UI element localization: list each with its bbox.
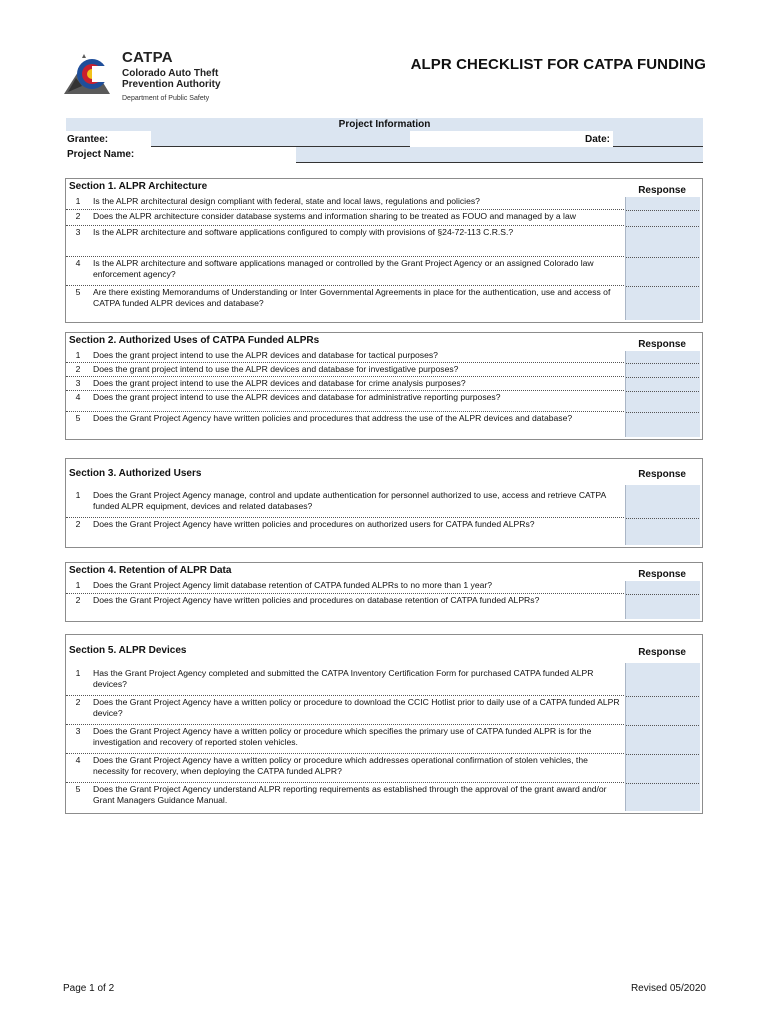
- question-text: Does the grant project intend to use the ALPR devices and database for tactical purposes?: [93, 350, 438, 360]
- question-text: Is the ALPR architecture and software applications managed or controlled by the Grant Project Agency or an assigned Colorado law enforcement agency?: [93, 258, 594, 279]
- question-row: [66, 594, 624, 620]
- question-number: 4: [75, 258, 81, 268]
- response-field[interactable]: [626, 226, 699, 258]
- logo-line2: Prevention Authority: [122, 79, 221, 90]
- question-number: 1: [75, 668, 81, 678]
- question-text: Does the Grant Project Agency have written policies and procedures on authorized users for CATPA funded ALPRs?: [93, 519, 535, 529]
- question-number: 2: [75, 211, 81, 221]
- project-info-title: Project Information: [338, 119, 431, 130]
- question-number: 4: [75, 755, 81, 765]
- grantee-field[interactable]: [151, 131, 410, 147]
- question-text: Does the ALPR architecture consider database systems and information sharing to be treated as FOUO and managed by a law: [93, 211, 576, 221]
- response-field[interactable]: [626, 667, 699, 697]
- question-row: [66, 210, 624, 226]
- response-header: Response: [638, 569, 686, 580]
- section-title: Section 2. Authorized Uses of CATPA Funded ALPRs: [69, 335, 320, 346]
- response-field[interactable]: [626, 391, 699, 413]
- section-title: Section 5. ALPR Devices: [69, 645, 187, 656]
- question-text: Has the Grant Project Agency completed and submitted the CATPA Inventory Certification Form for purchased CATPA funded ALPR devices?: [93, 668, 594, 689]
- section-title: Section 3. Authorized Users: [69, 468, 202, 479]
- response-field[interactable]: [626, 412, 699, 439]
- question-number: 1: [75, 490, 81, 500]
- question-row: [66, 363, 624, 377]
- response-field[interactable]: [626, 377, 699, 392]
- question-row: [66, 257, 624, 286]
- response-field[interactable]: [626, 257, 699, 287]
- grantee-label: Grantee:: [67, 134, 109, 145]
- question-text: Does the Grant Project Agency have a written policy or procedure to download the CCIC Hotlist prior to daily use of a CATPA funded ALPR device?: [93, 697, 620, 718]
- question-number: 3: [75, 726, 81, 736]
- question-number: 1: [75, 350, 81, 360]
- question-text: Are there existing Memorandums of Understanding or Inter Governmental Agreements in place for the authentication, use and access of CATPA funded ALPR devices and database?: [93, 287, 611, 308]
- section-title: Section 1. ALPR Architecture: [69, 181, 208, 192]
- question-text: Does the grant project intend to use the ALPR devices and database for investigative purposes?: [93, 364, 459, 374]
- question-row: [66, 195, 624, 210]
- question-text: Is the ALPR architectural design compliant with federal, state and local laws, regulations and policies?: [93, 196, 480, 206]
- response-field[interactable]: [626, 518, 699, 546]
- date-field[interactable]: [613, 131, 703, 147]
- page-number: Page 1 of 2: [63, 983, 115, 994]
- revision-date: Revised 05/2020: [630, 983, 706, 994]
- question-row: [66, 349, 624, 363]
- question-row: [66, 696, 624, 725]
- question-row: [66, 754, 624, 783]
- question-number: 2: [75, 364, 81, 374]
- response-field[interactable]: [626, 594, 699, 620]
- response-field[interactable]: [626, 363, 699, 378]
- question-text: Does the Grant Project Agency have a written policy or procedure which specifies the primary use of CATPA funded ALPR is for the investigation and recovery of reported stolen vehicles.: [93, 726, 592, 747]
- question-number: 5: [75, 287, 81, 297]
- response-header: Response: [638, 469, 686, 480]
- section-title: Section 4. Retention of ALPR Data: [69, 565, 232, 576]
- response-field[interactable]: [626, 783, 699, 812]
- logo-name: CATPA: [122, 49, 173, 66]
- question-row: [66, 489, 624, 518]
- date-label: Date:: [585, 134, 611, 145]
- question-text: Does the Grant Project Agency limit database retention of CATPA funded ALPRs to no more than 1 year?: [93, 580, 493, 590]
- response-field[interactable]: [626, 286, 699, 316]
- question-text: Does the grant project intend to use the ALPR devices and database for crime analysis purposes?: [93, 378, 466, 388]
- question-number: 2: [75, 519, 81, 529]
- catpa-logo: [62, 48, 262, 108]
- question-row: [66, 391, 624, 412]
- response-field[interactable]: [626, 725, 699, 755]
- section-4: [65, 562, 703, 622]
- question-text: Does the Grant Project Agency have a written policy or procedure which addresses operational confirmation of stolen vehicles, the necessity for recovery, when deploying the CATPA funded ALPR?: [93, 755, 588, 776]
- question-number: 2: [75, 595, 81, 605]
- response-field[interactable]: [626, 489, 699, 519]
- question-number: 3: [75, 227, 81, 237]
- question-row: [66, 518, 624, 546]
- question-text: Does the Grant Project Agency have written policies and procedures on database retention of CATPA funded ALPRs?: [93, 595, 540, 605]
- question-number: 2: [75, 697, 81, 707]
- response-field[interactable]: [626, 696, 699, 726]
- colorado-c-logo-icon: [62, 48, 118, 104]
- section-5: [65, 634, 703, 814]
- response-field[interactable]: [626, 581, 699, 595]
- question-text: Is the ALPR architecture and software applications configured to comply with provisions of §24-72-113 C.R.S.?: [93, 227, 514, 237]
- question-number: 1: [75, 196, 81, 206]
- question-number: 5: [75, 784, 81, 794]
- response-field[interactable]: [626, 210, 699, 227]
- project-name-label: Project Name:: [67, 149, 135, 160]
- section-2: [65, 332, 703, 440]
- question-text: Does the Grant Project Agency understand ALPR reporting requirements as established through the approval of the grant award and/or Grant Managers Guidance Manual.: [93, 784, 607, 805]
- response-field[interactable]: [626, 754, 699, 784]
- response-header: Response: [638, 647, 686, 658]
- response-field[interactable]: [626, 197, 699, 211]
- response-header: Response: [638, 339, 686, 350]
- question-number: 5: [75, 413, 81, 423]
- question-row: [66, 377, 624, 391]
- question-row: [66, 286, 624, 316]
- question-row: [66, 725, 624, 754]
- question-number: 3: [75, 378, 81, 388]
- question-row: [66, 579, 624, 594]
- project-name-field[interactable]: [296, 147, 703, 163]
- logo-line1: Colorado Auto Theft: [122, 68, 219, 79]
- response-header: Response: [638, 185, 686, 196]
- question-row: [66, 667, 624, 696]
- logo-department: Department of Public Safety: [122, 95, 210, 102]
- question-text: Does the grant project intend to use the ALPR devices and database for administrative reporting purposes?: [93, 392, 501, 402]
- question-number: 4: [75, 392, 81, 402]
- document-title: ALPR CHECKLIST FOR CATPA FUNDING: [410, 56, 706, 73]
- question-row: [66, 783, 624, 812]
- section-3: [65, 458, 703, 548]
- question-text: Does the Grant Project Agency manage, control and update authentication for personnel authorized to use, access and retrieve CATPA funded ALPR equipment, devices and related databases?: [93, 490, 606, 511]
- question-number: 1: [75, 580, 81, 590]
- question-text: Does the Grant Project Agency have written policies and procedures that address the use of the ALPR devices and database?: [93, 413, 573, 423]
- question-row: [66, 226, 624, 257]
- question-row: [66, 412, 624, 439]
- section-1: [65, 178, 703, 323]
